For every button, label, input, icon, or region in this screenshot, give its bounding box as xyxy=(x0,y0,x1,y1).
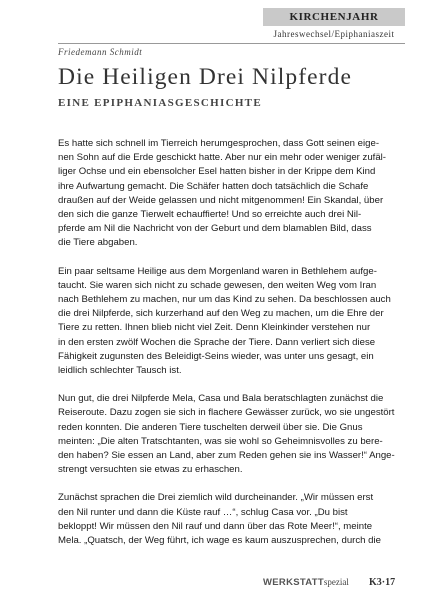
text-line: die Tiere abgaben. xyxy=(58,237,138,249)
text-line: Mela. „Quatsch, der Weg führt, ich wage es kaum auszusprechen, durch die xyxy=(58,535,381,547)
text-line: in den ersten zwölf Wochen die Sprache der Tiere. Dann verliert sich diese xyxy=(58,336,376,348)
text-line: draußen auf der Weide gelassen und nicht mitgenommen! Ein Skandal, über xyxy=(58,194,384,206)
text-line: ihre Aufwartung gemacht. Die Schäfer hatten doch tatsächlich die Schafe xyxy=(58,180,369,192)
text-line: den Nil runter und dann die Küste rauf …“, schlug Casa vor. „Du bist xyxy=(58,506,348,518)
text-line: bekloppt! Wir müssen den Nil rauf und dann über das Rote Meer!“, meinte xyxy=(58,520,373,532)
text-line: Ein paar seltsame Heilige aus dem Morgenland waren in Bethlehem aufge- xyxy=(58,265,377,277)
text-line: nach Bethlehem zu machen, nur um das Kind zu sehen. Da beschlossen auch xyxy=(58,294,391,306)
subcategory-label: Jahreswechsel/Epiphaniaszeit xyxy=(263,28,405,44)
text-line: meinten: „Die alten Tratschtanten, was sie wohl so Geheimnisvolles zu bere- xyxy=(58,435,383,447)
category-label: KIRCHENJAHR xyxy=(263,8,405,26)
text-line: strengt versuchten sie etwas zu erhaschen. xyxy=(58,464,243,476)
article-title: Die Heiligen Drei Nilpferde xyxy=(58,64,352,90)
text-line: Zunächst sprachen die Drei ziemlich wild durcheinander. „Wir müssen erst xyxy=(58,492,374,504)
text-line: den haben? Sie essen an Land, aber zum Reden gehen sie ins Wasser!“ Ange- xyxy=(58,450,395,462)
publisher-logo xyxy=(263,577,349,588)
brand-sub: spezial xyxy=(323,577,349,587)
paragraph-2 xyxy=(58,265,405,379)
text-line: den sich die ganze Tierwelt echauffierte! Und so erreichte auch drei Nil- xyxy=(58,209,362,221)
text-line: nen Sohn auf die Erde geschickt hatte. Aber nur ein mehr oder weniger zufäl- xyxy=(58,152,386,164)
text-line: liger Ochse und ein ebensolcher Esel hatten bisher in der Krippe dem Kind xyxy=(58,166,376,178)
author-name: Friedemann Schmidt xyxy=(58,47,143,57)
text-line: Reiseroute. Dazu zogen sie sich in flachere Gewässer zurück, wo sie ungestört xyxy=(58,407,395,419)
text-line: die drei Nilpferde, sich kurzerhand auf den Weg zu machen, um die Ehre der xyxy=(58,308,384,320)
paragraph-1 xyxy=(58,137,405,251)
paragraph-3 xyxy=(58,392,405,477)
article-subtitle: EINE EPIPHANIASGESCHICHTE xyxy=(58,97,262,109)
text-line: pferde am Nil die Nachricht von der Geburt und dem blamablen Bild, dass xyxy=(58,223,372,235)
page-code: K3·17 xyxy=(369,577,396,588)
text-line: Fähigkeit zugunsten des Beleidigt-Seins wieder, was unter uns gesagt, ein xyxy=(58,350,374,362)
article-body xyxy=(58,137,405,562)
text-line: leidlich schlechter Tausch ist. xyxy=(58,365,182,377)
brand-main: WERKSTATT xyxy=(263,577,324,588)
text-line: reden konnten. Die anderen Tiere tuschelten derweil über sie. Die Gnus xyxy=(58,421,363,433)
text-line: Nun gut, die drei Nilpferde Mela, Casa und Bala beratschlagten zunächst die xyxy=(58,393,384,405)
text-line: taucht. Sie waren sich nicht zu schade gewesen, den weiten Weg vom Iran xyxy=(58,279,377,291)
text-line: Es hatte sich schnell im Tierreich herumgesprochen, dass Gott seinen eige- xyxy=(58,138,380,149)
header-divider xyxy=(58,43,405,44)
paragraph-4 xyxy=(58,491,405,548)
text-line: Tiere zu retten. Ihnen blieb nicht viel Zeit. Denn Kleinkinder verstehen nur xyxy=(58,322,371,334)
